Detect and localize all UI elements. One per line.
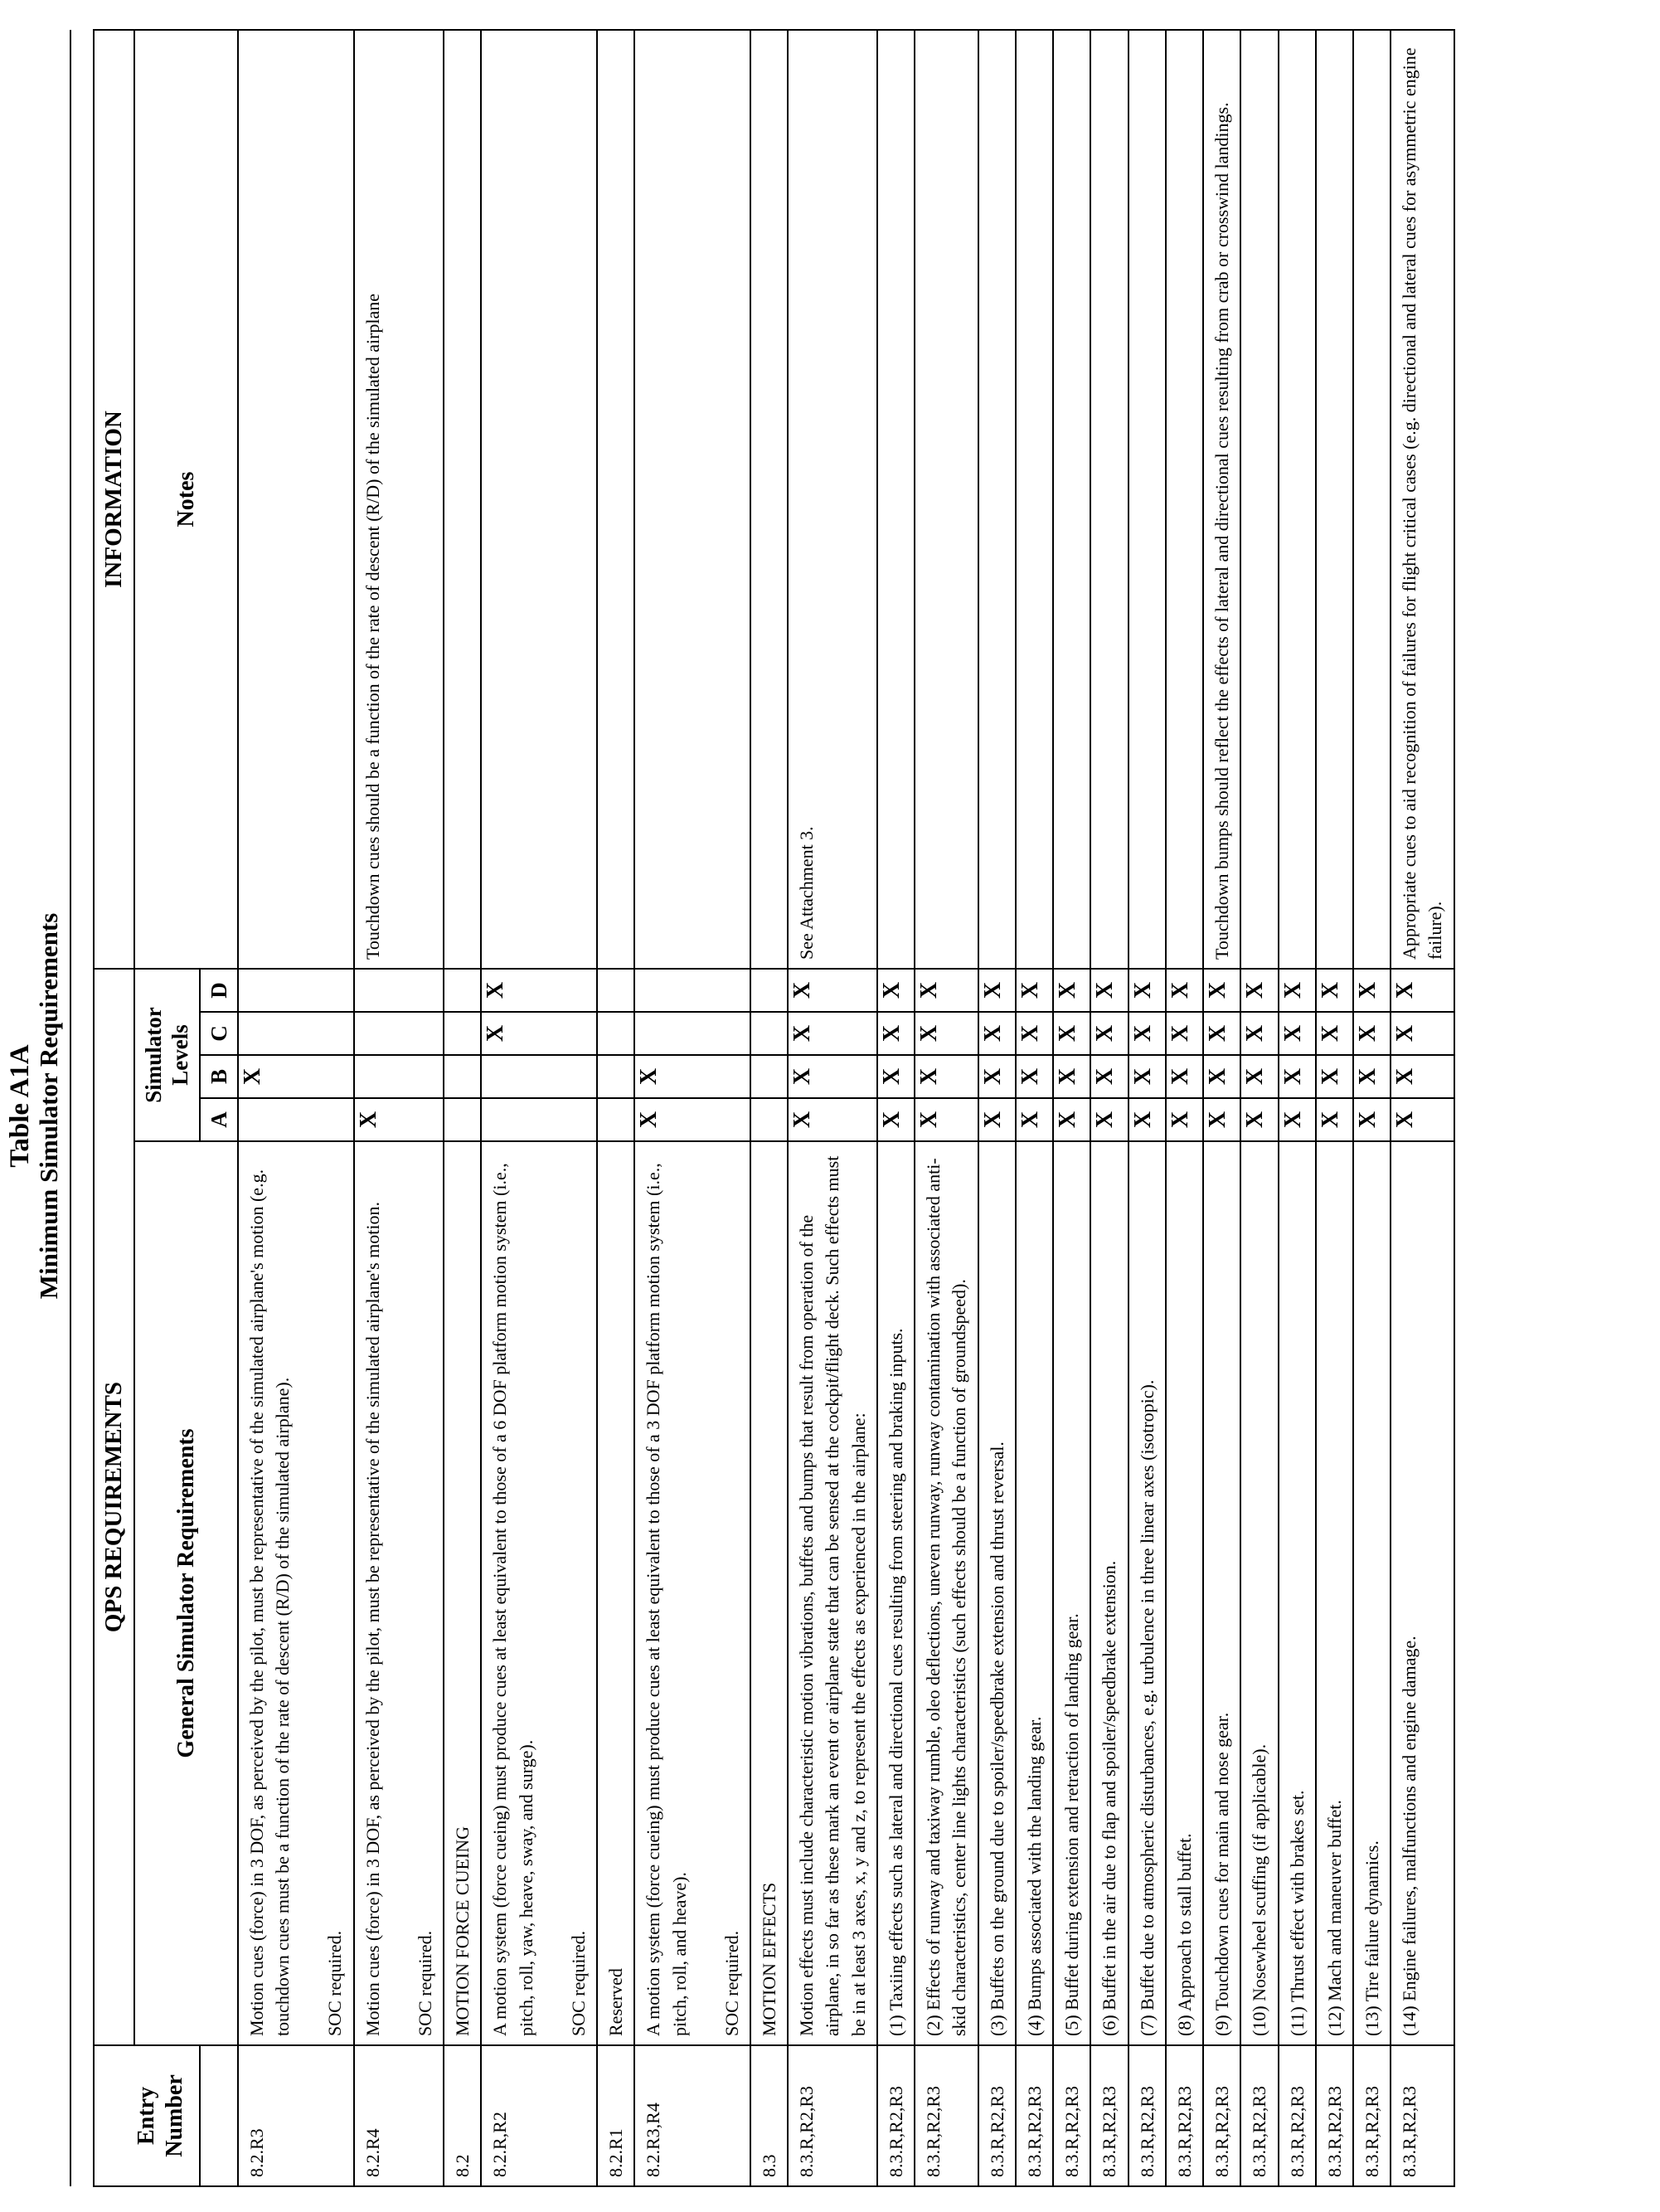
requirement-text: A motion system (force cueing) must produce cues at least equivalent to those of a 6 DOF platform motion system (i.e., pitch, roll, yaw, heave, sway, and surge). <box>489 1163 536 2036</box>
entry-number-cell: 8.3 <box>750 2045 788 2186</box>
requirement-cell <box>1166 1141 1203 2045</box>
level-c-mark <box>238 1012 354 1055</box>
entry-number-cell: 8.3.R,R2,R3 <box>1016 2045 1053 2186</box>
notes-cell <box>1166 30 1203 969</box>
table-row <box>1129 30 1166 2186</box>
level-a-mark: X <box>915 1098 978 1141</box>
table-row <box>1316 30 1353 2186</box>
level-b-mark: X <box>1203 1055 1240 1098</box>
level-a-mark <box>444 1098 481 1141</box>
notes-cell <box>1353 30 1391 969</box>
level-b-mark: X <box>1240 1055 1278 1098</box>
soc-required-text: SOC required. <box>567 1930 589 2036</box>
entry-number-cell: 8.2.R1 <box>597 2045 634 2186</box>
level-a-mark <box>481 1098 597 1141</box>
table-row <box>978 30 1016 2186</box>
level-a-mark: X <box>1353 1098 1391 1141</box>
level-c-mark: X <box>1016 1012 1053 1055</box>
requirement-cell <box>354 1141 444 2045</box>
soc-required-text: SOC required. <box>721 1930 742 2036</box>
notes-cell <box>1240 30 1278 969</box>
level-a-mark: X <box>978 1098 1016 1141</box>
info-header: INFORMATION <box>94 30 134 969</box>
requirement-cell <box>1391 1141 1454 2045</box>
table-row <box>1016 30 1053 2186</box>
entry-number-cell: 8.3.R,R2,R3 <box>788 2045 877 2186</box>
requirement-cell <box>444 1141 481 2045</box>
requirement-text: Reserved <box>605 1968 627 2036</box>
level-d-mark <box>354 969 444 1012</box>
requirement-cell <box>1090 1141 1128 2045</box>
level-c-mark: X <box>1391 1012 1454 1055</box>
table-row <box>1391 30 1454 2186</box>
level-c-mark <box>750 1012 788 1055</box>
requirements-table <box>70 29 1455 2187</box>
requirement-text: (7) Buffet due to atmospheric disturbances, e.g. turbulence in three linear axes (isotropic). <box>1136 1379 1158 2036</box>
level-b-header: B <box>200 1055 238 1098</box>
requirement-text: (5) Buffet during extension and retraction of landing gear. <box>1061 1613 1083 2036</box>
table-row <box>1053 30 1090 2186</box>
level-a-mark: X <box>1240 1098 1278 1141</box>
notes-cell <box>238 30 354 969</box>
requirement-cell <box>597 1141 634 2045</box>
level-c-mark <box>444 1012 481 1055</box>
level-d-mark: X <box>1203 969 1240 1012</box>
requirement-text: (11) Thrust effect with brakes set. <box>1286 1790 1308 2036</box>
requirement-text: Motion effects must include characteristic motion vibrations, buffets and bumps that result from operation of the airplane, in so far as these mark an event or airplane state that can be sensed at the cockpit/flight deck. Such effects must be in at least 3 axes, x, y and z, to represent the effects as experienced in the airplane: <box>796 1155 869 2036</box>
table-row <box>444 30 481 2186</box>
entry-number-cell: 8.3.R,R2,R3 <box>1129 2045 1166 2186</box>
notes-cell <box>750 30 788 969</box>
requirement-cell <box>1203 1141 1240 2045</box>
notes-cell <box>1016 30 1053 969</box>
requirement-cell <box>978 1141 1016 2045</box>
level-a-mark: X <box>1090 1098 1128 1141</box>
level-a-mark: X <box>1016 1098 1053 1141</box>
soc-required-text: SOC required. <box>414 1930 435 2036</box>
level-d-mark: X <box>1166 969 1203 1012</box>
level-b-mark: X <box>1053 1055 1090 1098</box>
level-a-mark: X <box>1391 1098 1454 1141</box>
level-d-mark: X <box>788 969 877 1012</box>
level-b-mark: X <box>1166 1055 1203 1098</box>
requirement-text: Motion cues (force) in 3 DOF, as perceived by the pilot, must be representative of the simulated airplane's motion (e.g. touchdown cues must be a function of the rate of descent (R/D) of the simulated airplane). <box>245 1169 294 2036</box>
entry-number-cell: 8.2.R,R2 <box>481 2045 597 2186</box>
notes-cell <box>1090 30 1128 969</box>
table-row <box>481 30 597 2186</box>
entry-number-cell: 8.2 <box>444 2045 481 2186</box>
level-b-mark: X <box>1129 1055 1166 1098</box>
level-a-mark: X <box>634 1098 750 1141</box>
entry-number-cell: 8.3.R,R2,R3 <box>1053 2045 1090 2186</box>
entry-number-cell: 8.3.R,R2,R3 <box>1391 2045 1454 2186</box>
entry-number-cell: 8.3.R,R2,R3 <box>1090 2045 1128 2186</box>
level-d-mark: X <box>915 969 978 1012</box>
level-c-header: C <box>200 1012 238 1055</box>
table-row <box>1166 30 1203 2186</box>
level-c-mark: X <box>1090 1012 1128 1055</box>
notes-cell <box>877 30 915 969</box>
entry-number-cell: 8.3.R,R2,R3 <box>1166 2045 1203 2186</box>
notes-cell <box>1279 30 1316 969</box>
level-a-mark: X <box>1316 1098 1353 1141</box>
level-b-mark: X <box>978 1055 1016 1098</box>
requirement-text: (8) Approach to stall buffet. <box>1173 1833 1195 2036</box>
notes-header: Notes <box>134 30 238 969</box>
requirement-text: (2) Effects of runway and taxiway rumble, oleo deflections, uneven runway, runway contamination with associated anti-skid characteristics, center line lights characteristics (such effects should be a function of groundspeed). <box>923 1158 970 2036</box>
level-b-mark: X <box>915 1055 978 1098</box>
requirement-text: (3) Buffets on the ground due to spoiler/speedbrake extension and thrust reversal. <box>986 1441 1007 2036</box>
entry-number-cell: 8.3.R,R2,R3 <box>877 2045 915 2186</box>
requirement-cell <box>1129 1141 1166 2045</box>
requirement-cell <box>877 1141 915 2045</box>
level-d-mark <box>597 969 634 1012</box>
requirement-text: (9) Touchdown cues for main and nose gear. <box>1211 1712 1233 2036</box>
level-c-mark: X <box>1203 1012 1240 1055</box>
level-d-mark: X <box>1279 969 1316 1012</box>
level-b-mark: X <box>1090 1055 1128 1098</box>
level-d-mark: X <box>877 969 915 1012</box>
level-d-mark: X <box>1090 969 1128 1012</box>
level-b-mark: X <box>1016 1055 1053 1098</box>
level-a-mark: X <box>788 1098 877 1141</box>
entry-blank-header <box>200 2045 238 2186</box>
requirement-text: Motion cues (force) in 3 DOF, as perceived by the pilot, must be representative of the simulated airplane's motion. <box>362 1202 383 2036</box>
level-b-mark <box>444 1055 481 1098</box>
table-title: Table A1A <box>5 1044 35 1168</box>
level-d-mark: X <box>1353 969 1391 1012</box>
requirement-text: MOTION EFFECTS <box>759 1882 780 2036</box>
level-d-mark: X <box>978 969 1016 1012</box>
requirement-cell <box>1316 1141 1353 2045</box>
entry-number-cell: 8.3.R,R2,R3 <box>1240 2045 1278 2186</box>
requirement-text: A motion system (force cueing) must produce cues at least equivalent to those of a 3 DOF platform motion system (i.e., pitch, roll, and heave). <box>643 1163 690 2036</box>
entry-number-cell: 8.3.R,R2,R3 <box>1203 2045 1240 2186</box>
level-c-mark: X <box>1279 1012 1316 1055</box>
level-c-mark: X <box>1353 1012 1391 1055</box>
requirement-cell <box>481 1141 597 2045</box>
requirement-cell <box>788 1141 877 2045</box>
level-d-mark: X <box>1240 969 1278 1012</box>
level-b-mark: X <box>238 1055 354 1098</box>
entry-number-cell: 8.3.R,R2,R3 <box>978 2045 1016 2186</box>
entry-number-cell: 8.3.R,R2,R3 <box>915 2045 978 2186</box>
level-c-mark: X <box>1240 1012 1278 1055</box>
table-row <box>1090 30 1128 2186</box>
level-b-mark: X <box>1316 1055 1353 1098</box>
level-c-mark: X <box>788 1012 877 1055</box>
general-requirements-header: General Simulator Requirements <box>134 1141 238 2045</box>
entry-number-cell: 8.3.R,R2,R3 <box>1316 2045 1353 2186</box>
header-row-1 <box>94 30 134 2186</box>
soc-required-text: SOC required. <box>324 1930 346 2036</box>
requirement-cell <box>915 1141 978 2045</box>
level-a-mark <box>750 1098 788 1141</box>
requirement-text: MOTION FORCE CUEING <box>452 1826 473 2036</box>
level-b-mark <box>750 1055 788 1098</box>
requirement-cell <box>750 1141 788 2045</box>
level-d-header: D <box>200 969 238 1012</box>
level-b-mark: X <box>788 1055 877 1098</box>
level-b-mark: X <box>1391 1055 1454 1098</box>
notes-cell <box>634 30 750 969</box>
level-d-mark <box>634 969 750 1012</box>
notes-cell: Touchdown cues should be a function of the rate of descent (R/D) of the simulated airplane <box>354 30 444 969</box>
requirement-cell <box>238 1141 354 2045</box>
notes-cell <box>1129 30 1166 969</box>
level-a-mark: X <box>354 1098 444 1141</box>
qps-header: QPS REQUIREMENTS <box>94 969 134 2045</box>
level-a-mark: X <box>877 1098 915 1141</box>
notes-cell <box>915 30 978 969</box>
level-d-mark: X <box>1129 969 1166 1012</box>
level-b-mark <box>354 1055 444 1098</box>
requirement-cell <box>1240 1141 1278 2045</box>
table-row <box>1279 30 1316 2186</box>
table-row <box>750 30 788 2186</box>
level-b-mark: X <box>877 1055 915 1098</box>
level-c-mark: X <box>1166 1012 1203 1055</box>
notes-cell <box>444 30 481 969</box>
level-a-mark: X <box>1129 1098 1166 1141</box>
notes-cell <box>1316 30 1353 969</box>
requirement-cell <box>1353 1141 1391 2045</box>
requirement-cell <box>1053 1141 1090 2045</box>
simulator-levels-header: Simulator Levels <box>134 969 200 1141</box>
level-d-mark: X <box>1016 969 1053 1012</box>
level-d-mark: X <box>1391 969 1454 1012</box>
header-row-2 <box>134 30 200 2186</box>
requirement-text: (10) Nosewheel scuffing (if applicable). <box>1249 1743 1270 2036</box>
table-body <box>238 30 1454 2186</box>
level-c-mark: X <box>481 1012 597 1055</box>
level-c-mark <box>354 1012 444 1055</box>
level-a-mark: X <box>1166 1098 1203 1141</box>
level-a-mark: X <box>1203 1098 1240 1141</box>
notes-cell <box>978 30 1016 969</box>
requirement-text: (14) Engine failures, malfunctions and engine damage. <box>1399 1636 1420 2036</box>
table-row <box>238 30 354 2186</box>
notes-cell: See Attachment 3. <box>788 30 877 969</box>
level-d-mark: X <box>1316 969 1353 1012</box>
header-spacer-row <box>70 30 94 2186</box>
level-c-mark <box>634 1012 750 1055</box>
level-c-mark: X <box>915 1012 978 1055</box>
entry-number-cell: 8.3.R,R2,R3 <box>1279 2045 1316 2186</box>
level-c-mark: X <box>1316 1012 1353 1055</box>
level-c-mark: X <box>1129 1012 1166 1055</box>
level-d-mark <box>238 969 354 1012</box>
requirement-cell <box>634 1141 750 2045</box>
level-c-mark: X <box>877 1012 915 1055</box>
requirement-cell <box>1279 1141 1316 2045</box>
level-b-mark <box>481 1055 597 1098</box>
level-c-mark: X <box>978 1012 1016 1055</box>
table-row <box>1240 30 1278 2186</box>
notes-cell: Appropriate cues to aid recognition of failures for flight critical cases (e.g. directional and lateral cues for asymmetric engine failure). <box>1391 30 1454 969</box>
level-a-header: A <box>200 1098 238 1141</box>
table-row <box>788 30 877 2186</box>
level-a-mark <box>238 1098 354 1141</box>
level-d-mark <box>750 969 788 1012</box>
level-a-mark: X <box>1279 1098 1316 1141</box>
level-d-mark <box>444 969 481 1012</box>
level-d-mark: X <box>481 969 597 1012</box>
level-a-mark <box>597 1098 634 1141</box>
table-row <box>354 30 444 2186</box>
notes-cell: Touchdown bumps should reflect the effects of lateral and directional cues resulting from crab or crosswind landings. <box>1203 30 1240 969</box>
level-b-mark: X <box>1279 1055 1316 1098</box>
table-row <box>1203 30 1240 2186</box>
table-row <box>1353 30 1391 2186</box>
notes-cell <box>597 30 634 969</box>
requirement-text: (13) Tire failure dynamics. <box>1361 1840 1382 2036</box>
table-subtitle: Minimum Simulator Requirements <box>34 912 63 1300</box>
requirement-text: (12) Mach and maneuver buffet. <box>1323 1800 1345 2036</box>
entry-number-cell: 8.2.R4 <box>354 2045 444 2186</box>
requirement-text: (4) Bumps associated with the landing gear. <box>1023 1716 1045 2036</box>
table-row <box>597 30 634 2186</box>
entry-number-cell: 8.3.R,R2,R3 <box>1353 2045 1391 2186</box>
level-b-mark: X <box>634 1055 750 1098</box>
requirement-text: (1) Taxiing effects such as lateral and directional cues resulting from steering and braking inputs. <box>885 1328 906 2036</box>
requirement-text: (6) Buffet in the air due to flap and spoiler/speedbrake extension. <box>1099 1560 1120 2036</box>
table-row <box>634 30 750 2186</box>
level-b-mark: X <box>1353 1055 1391 1098</box>
table-row <box>877 30 915 2186</box>
level-c-mark <box>597 1012 634 1055</box>
level-b-mark <box>597 1055 634 1098</box>
entry-number-header: Entry Number <box>94 2045 200 2186</box>
level-d-mark: X <box>1053 969 1090 1012</box>
entry-number-cell: 8.2.R3 <box>238 2045 354 2186</box>
level-a-mark: X <box>1053 1098 1090 1141</box>
requirement-cell <box>1016 1141 1053 2045</box>
notes-cell <box>1053 30 1090 969</box>
table-row <box>915 30 978 2186</box>
notes-cell <box>481 30 597 969</box>
level-c-mark: X <box>1053 1012 1090 1055</box>
entry-number-cell: 8.2.R3,R4 <box>634 2045 750 2186</box>
